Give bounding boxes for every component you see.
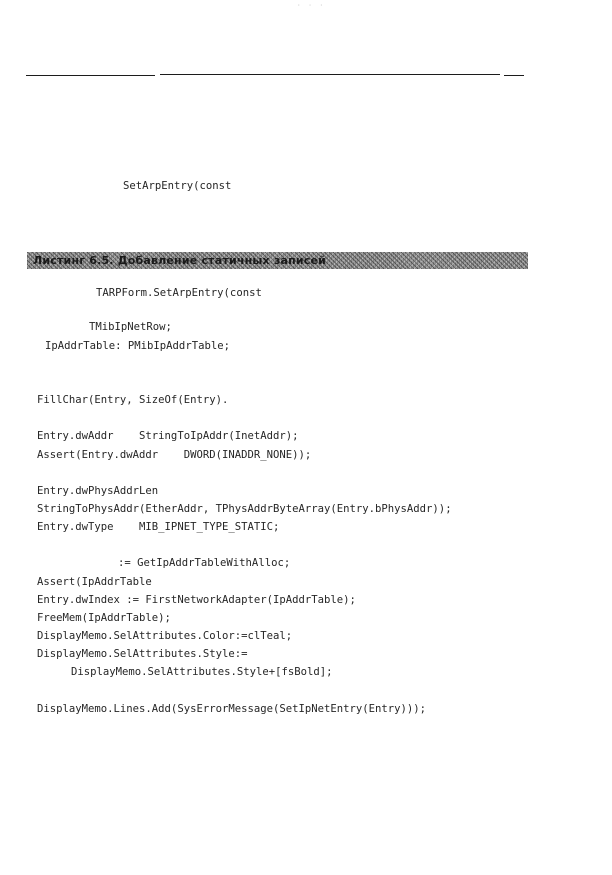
code-line: FreeMem(IpAddrTable);	[37, 612, 171, 624]
code-line: DisplayMemo.SelAttributes.Color:=clTeal;	[37, 630, 293, 642]
header-marks: · · ·	[297, 2, 326, 9]
code-line: IpAddrTable: PMibIpAddrTable;	[45, 340, 230, 352]
listing-title-band	[27, 252, 528, 269]
code-line: TARPForm.SetArpEntry(const	[96, 287, 262, 299]
code-line: Entry.dwIndex := FirstNetworkAdapter(IpAddrTable);	[37, 594, 356, 606]
code-line-above: SetArpEntry(const	[123, 180, 232, 192]
code-line: DisplayMemo.SelAttributes.Style+[fsBold];	[71, 666, 333, 678]
top-rule-main	[160, 74, 500, 75]
code-line: Assert(Entry.dwAddr DWORD(INADDR_NONE));	[37, 449, 312, 461]
code-line: TMibIpNetRow;	[89, 321, 172, 333]
top-rule-left	[26, 75, 155, 76]
code-line: StringToPhysAddr(EtherAddr, TPhysAddrByteArray(Entry.bPhysAddr));	[37, 503, 452, 515]
code-line: DisplayMemo.Lines.Add(SysErrorMessage(SetIpNetEntry(Entry)));	[37, 703, 427, 715]
code-line: Entry.dwType MIB_IPNET_TYPE_STATIC;	[37, 521, 280, 533]
code-line: DisplayMemo.SelAttributes.Style:=	[37, 648, 248, 660]
code-line: Entry.dwAddr StringToIpAddr(InetAddr);	[37, 430, 299, 442]
code-line: FillChar(Entry, SizeOf(Entry).	[37, 394, 229, 406]
code-line: := GetIpAddrTableWithAlloc;	[118, 557, 291, 569]
code-line: Entry.dwPhysAddrLen	[37, 485, 159, 497]
listing-title: Листинг 6.5. Добавление статичных записей	[33, 254, 327, 267]
code-line: Assert(IpAddrTable	[37, 576, 152, 588]
top-rule-right	[504, 75, 524, 76]
